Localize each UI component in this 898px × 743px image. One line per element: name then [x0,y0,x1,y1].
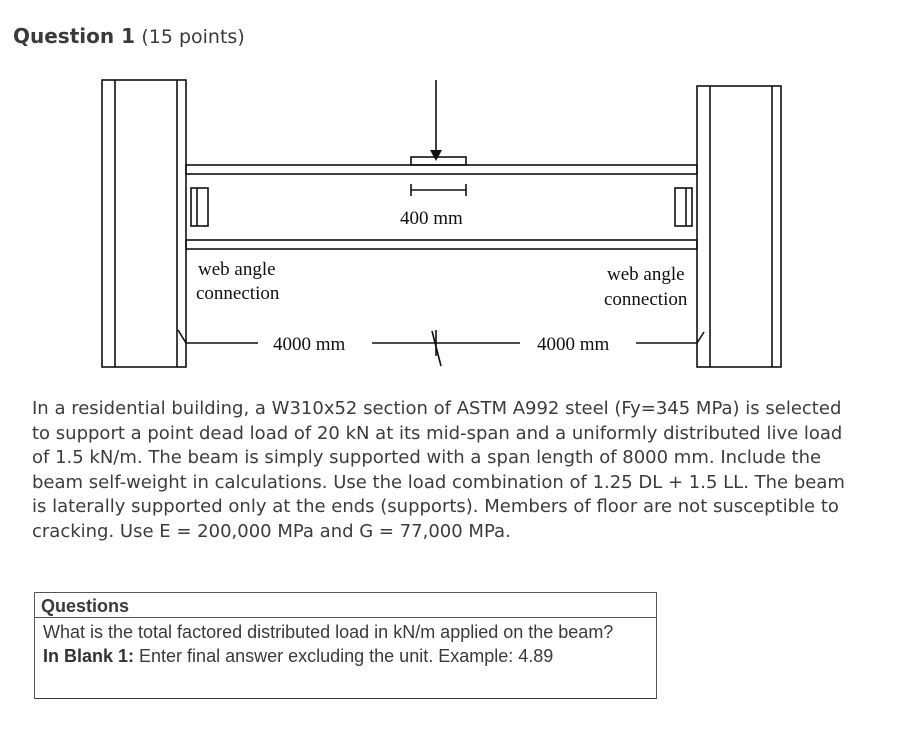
beam-top-flange [186,165,697,174]
left-connection-label-2: connection [196,283,280,304]
questions-table-header: Questions [35,593,656,618]
plate-width-label: 400 mm [400,208,463,229]
question-points: (15 points) [141,26,245,48]
problem-statement: In a residential building, a W310x52 section of ASTM A992 steel (Fy=345 MPa) is selected to support a point dead load of 20 kN at its mid-span and a uniformly distributed live load of 1.5 kN/m. The beam is simply supported with a span length of 8000 mm. Include the beam self-weight in calculations. Use the load combination of 1.25 DL + 1.5 LL. The beam is laterally supported only at the ends (supports). Members of floor are not susceptible to cracking. Use E = 200,000 MPa and G = 77,000 MPa. [32,398,845,542]
right-connection-label-2: connection [604,289,688,310]
right-connection-label-1: web angle [607,264,685,285]
blank-label: In Blank 1: [43,646,135,666]
right-web-angle [675,188,692,226]
left-web-angle [191,188,208,226]
blank-instruction: Enter final answer excluding the unit. Example: 4.89 [134,646,554,666]
left-span-label: 4000 mm [273,334,346,355]
question-number: Question 1 [13,24,135,48]
questions-table [34,592,657,699]
question-cell [35,618,656,698]
question-text: What is the total factored distributed load in kN/m applied on the beam? [43,622,614,642]
arrow-head [430,150,442,161]
left-connection-label-1: web angle [198,259,276,280]
table-divider [35,698,656,699]
right-span-label: 4000 mm [537,334,610,355]
bearing-plate [411,157,466,165]
beam-bottom-flange [186,240,697,249]
